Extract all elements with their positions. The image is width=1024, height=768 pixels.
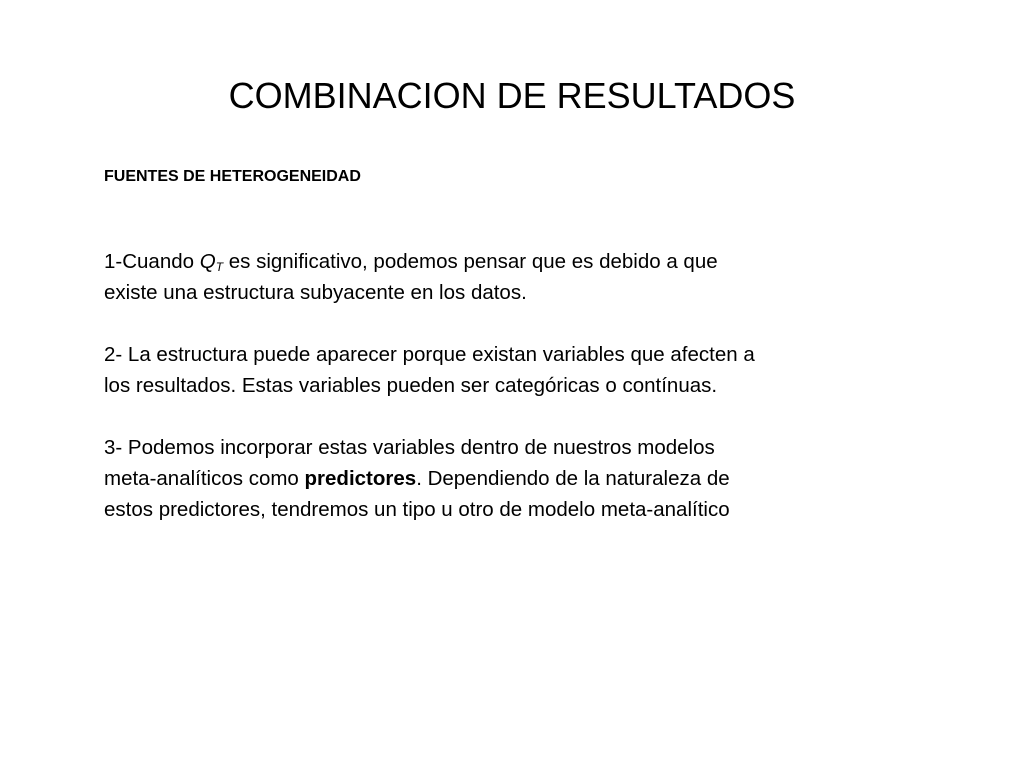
point-1 [104, 246, 934, 308]
point-2-line-2: los resultados. Estas variables pueden ser categóricas o contínuas. [104, 374, 718, 397]
point-3-line-1: 3- Podemos incorporar estas variables dentro de nuestros modelos [104, 436, 715, 459]
point-3 [104, 432, 934, 525]
q-symbol: Q [199, 250, 216, 273]
point-3-line-2 [104, 463, 934, 494]
point-1-line-1 [104, 246, 934, 277]
point-1-text-before: 1-Cuando [104, 250, 200, 273]
predictores-bold-term: predictores [304, 467, 417, 490]
slide-title: COMBINACION DE RESULTADOS [228, 75, 796, 116]
point-3-text-after: . Dependiendo de la naturaleza de [416, 467, 730, 490]
point-1-line-2: existe una estructura subyacente en los datos. [104, 281, 527, 304]
point-2-line-1: 2- La estructura puede aparecer porque existan variables que afecten a [104, 343, 755, 366]
point-3-line-3: estos predictores, tendremos un tipo u otro de modelo meta-analítico [104, 498, 730, 521]
point-1-text-after: es significativo, podemos pensar que es debido a que [223, 250, 718, 273]
slide-subtitle: FUENTES DE HETEROGENEIDAD [104, 168, 361, 185]
q-t-symbol [200, 250, 223, 273]
point-2 [104, 339, 934, 401]
slide-body [104, 246, 934, 556]
point-3-text-before: meta-analíticos como [104, 467, 305, 490]
q-subscript: T [215, 260, 224, 274]
